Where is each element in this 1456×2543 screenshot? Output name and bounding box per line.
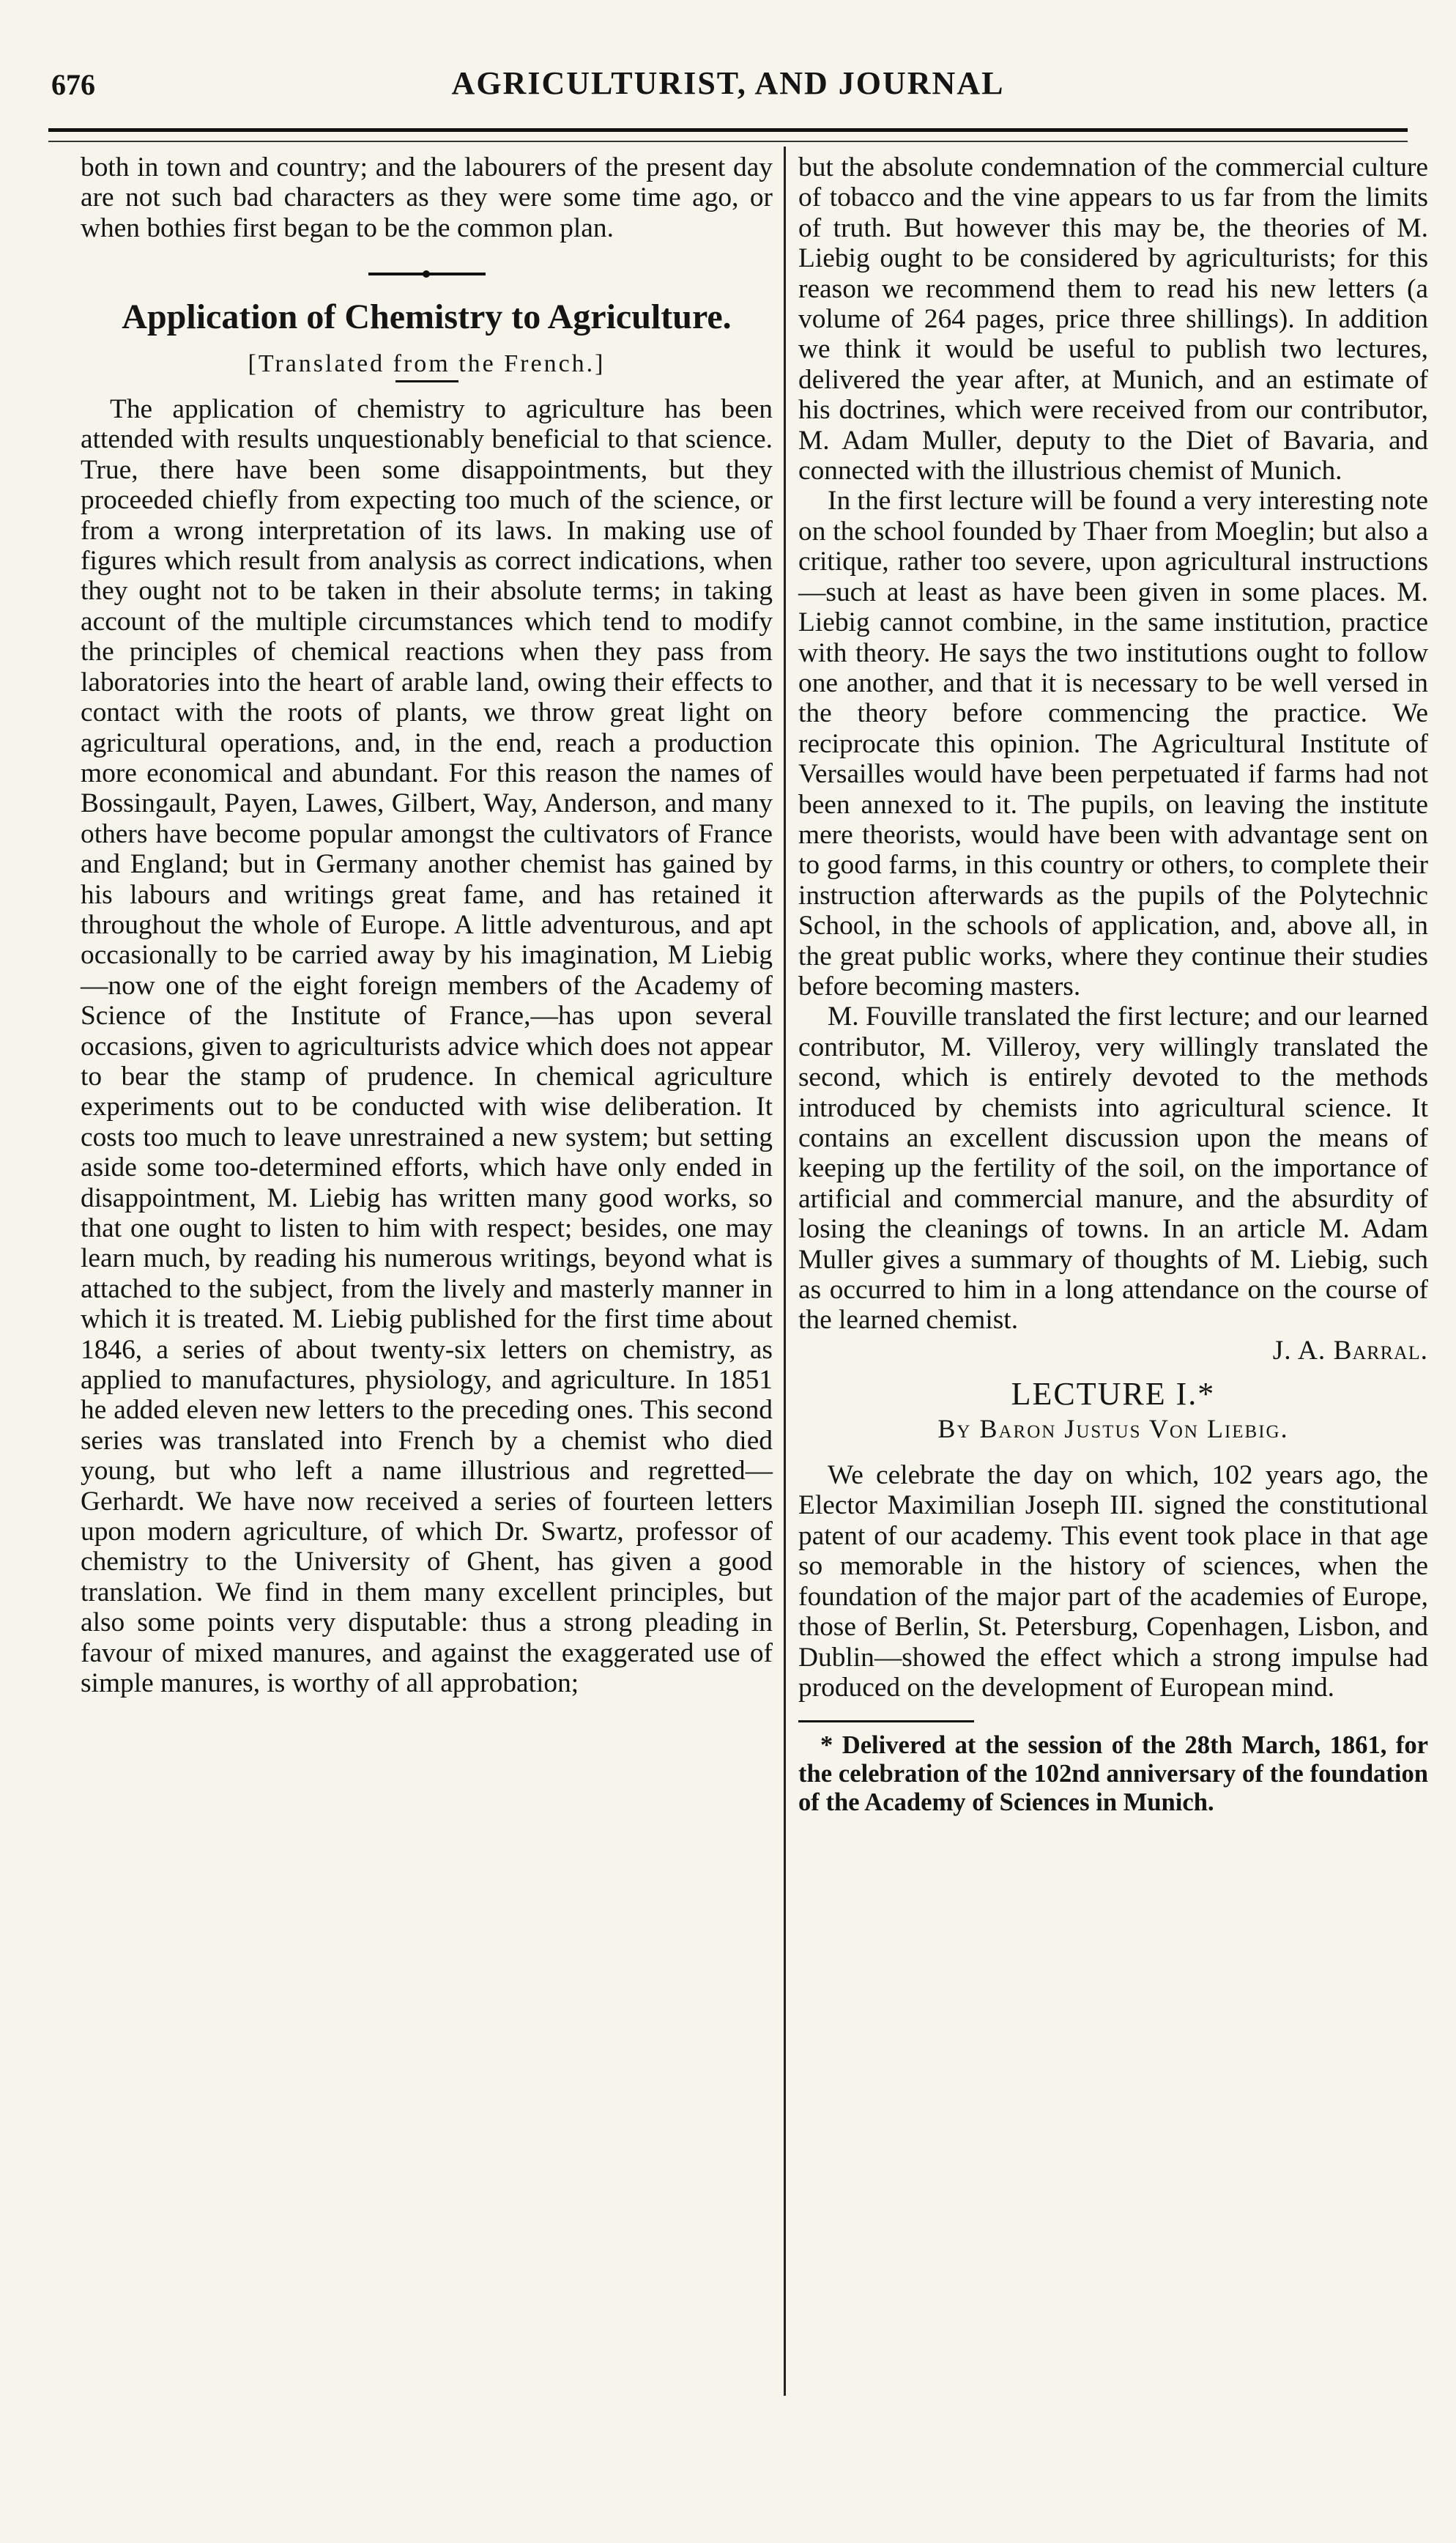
running-title: AGRICULTURIST, AND JOURNAL [451, 65, 1005, 101]
article-paragraph: but the absolute condemnation of the commercial culture of tobacco and the vine appears to us far from the limits of truth. But however this may be, the theories of M. Liebig ought to be considered by agriculturists; for this reason we recommend them to read his new letters (a volume of 264 pages, price three shillings). In addition we think it would be useful to publish two lectures, delivered the year after, at Munich, and an estimate of his doctrines, which were received from our contributor, M. Adam Muller, deputy to the Diet of Bavaria, and connected with the illustrious chemist of Munich. [798, 152, 1428, 486]
intro-paragraph: both in town and country; and the labourers of the present day are not such bad characters as they were some time ago, or when bothies first began to be the common plan. [81, 152, 773, 243]
title-underline [395, 380, 458, 382]
article-paragraph: The application of chemistry to agriculture has been attended with results unquestionably beneficial to that science. True, there have been some disappointments, but they proceeded chiefly from expecting too much of the science, or from a wrong interpretation of its laws. In making use of figures which result from analysis as correct indications, when they ought not to be taken in their absolute terms; in taking account of the multiple circumstances which tend to modify the principles of chemical reactions when they pass from laboratories into the heart of arable land, owing their effects to contact with the roots of plants, we throw great light on agricultural operations, and, in the end, reach a production more economical and abundant. For this reason the names of Bossingault, Payen, Lawes, Gilbert, Way, Anderson, and many others have become popular amongst the cultivators of France and England; but in Germany another chemist has gained by his labours and writings great fame, and has retained it throughout the whole of Europe. A little adventurous, and apt occasionally to be carried away by his imagination, M Liebig—now one of the eight foreign members of the Academy of Science of the Institute of France,—has upon several occasions, given to agriculturists advice which does not appear to bear the stamp of prudence. In chemical agriculture experiments out to be conducted with wise deliberation. It costs too much to leave unrestrained a new system; but setting aside some too-determined efforts, which have only ended in disappointment, M. Liebig has written many good works, so that one ought to listen to him with respect; besides, one may learn much, by reading his numerous writings, beyond what is attached to the subject, from the lively and masterly manner in which it is treated. M. Liebig published for the first time about 1846, a series of about twenty-six letters on chemistry, as applied to manufactures, physiology, and agriculture. In 1851 he added eleven new letters to the preceding ones. This second series was translated into French by a chemist who died young, but who left a name illustrious and regretted—Gerhardt. We have now received a series of fourteen letters upon modern agriculture, of which Dr. Swartz, professor of chemistry to the University of Ghent, has given a good translation. We find in them many excellent principles, but also some points very disputable: thus a strong pleading in favour of mixed manures, and against the exaggerated use of simple manures, is worthy of all approbation; [81, 394, 773, 1699]
page-number: 676 [51, 68, 95, 101]
column-divider [784, 147, 786, 2396]
lecture-title: LECTURE I.* [1011, 1376, 1216, 1413]
section-divider [368, 273, 486, 275]
footnote: * Delivered at the session of the 28th March, 1861, for the celebration of the 102nd anniversary of the foundation of the Academy of Sciences in Munich. [798, 1731, 1428, 1817]
signature: J. A. Barral. [1272, 1335, 1428, 1366]
article-paragraph: M. Fouville translated the first lecture; and our learned contributor, M. Villeroy, very willingly translated the second, which is entirely devoted to the methods introduced by chemists into agricultural science. It contains an excellent discussion upon the means of keeping up the fertility of the soil, on the importance of artificial and commercial manure, and the absurdity of losing the cleanings of towns. In an article M. Adam Muller gives a summary of thoughts of M. Liebig, such as occurred to him in a long attendance on the course of the learned chemist. [798, 1002, 1428, 1336]
article-paragraph: In the first lecture will be found a very interesting note on the school founded by Thaer from Moeglin; but also a critique, rather too severe, upon agricultural instructions—such at least as have been given in some places. M. Liebig cannot combine, in the same institution, practice with theory. He says the two institutions ought to follow one another, and that it is necessary to be well versed in the theory before commencing the practice. We reciprocate this opinion. The Agricultural Institute of Versailles would have been perpetuated if farms had not been annexed to it. The pupils, on leaving the institute mere theorists, would have been with advantage sent on to good farms, in this country or others, to complete their instruction afterwards as the pupils of the Polytechnic School, in the schools of application, and, above all, in the great public works, where they continue their studies before becoming masters. [798, 486, 1428, 1002]
lecture-paragraph: We celebrate the day on which, 102 years ago, the Elector Maximilian Joseph III. signed the constitutional patent of our academy. This event took place in that age so memorable in the history of sciences, when the foundation of the major part of the academies of Europe, those of Berlin, St. Petersburg, Copenhagen, Lisbon, and Dublin—showed the effect which a strong impulse had produced on the development of European mind. [798, 1460, 1428, 1703]
header-rule [48, 128, 1408, 142]
right-column [798, 152, 1428, 1817]
lecture-byline: By Baron Justus Von Liebig. [937, 1413, 1289, 1443]
translation-note: [Translated from the French.] [248, 349, 606, 377]
article-title: Application of Chemistry to Agriculture. [122, 297, 732, 337]
footnote-rule [798, 1720, 974, 1722]
left-column [81, 152, 773, 1699]
